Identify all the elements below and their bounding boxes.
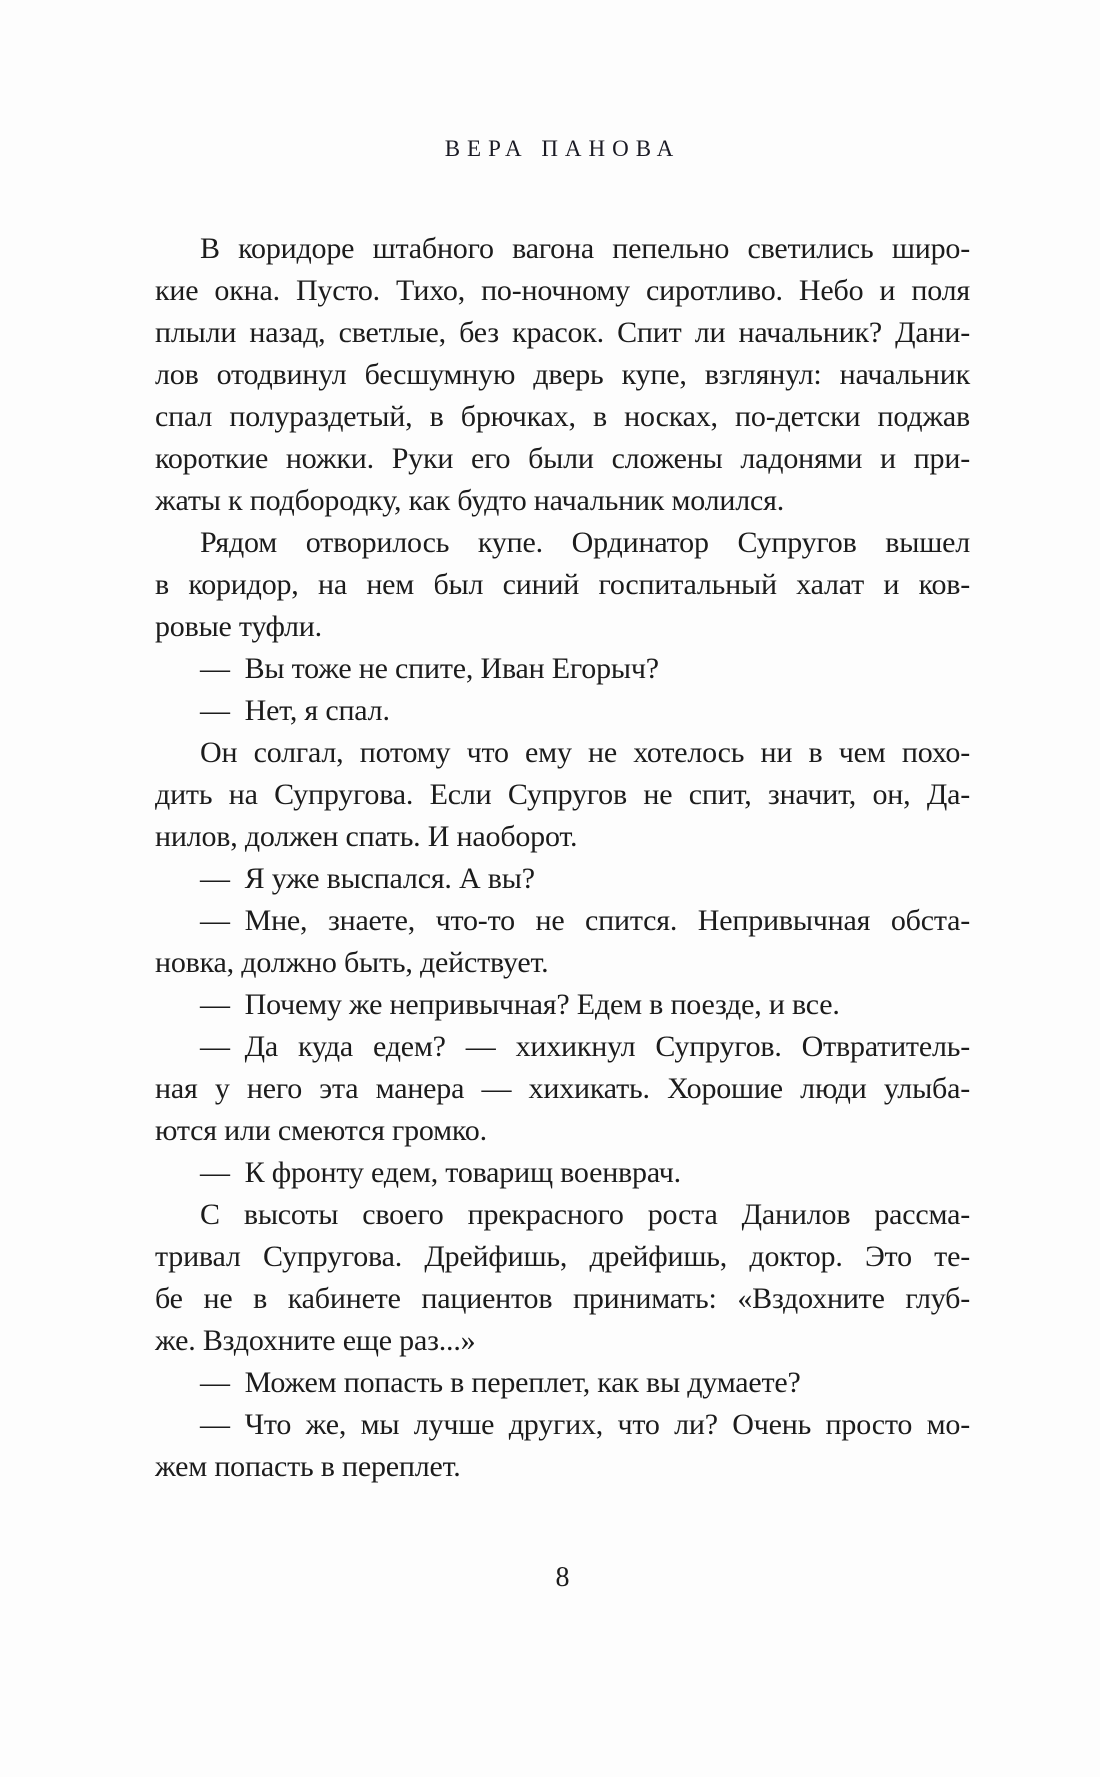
text-line: дить на Супругова. Если Супругов не спит, значит, он, Да- xyxy=(155,778,970,811)
text-line: жем попасть в переплет. xyxy=(155,1450,461,1483)
dialogue-paragraph xyxy=(155,858,970,900)
dialogue-paragraph xyxy=(155,648,970,690)
paragraph xyxy=(155,228,970,522)
text-line: — Нет, я спал. xyxy=(200,694,390,727)
text-line: плыли назад, светлые, без красок. Спит ли начальник? Дани- xyxy=(155,316,970,349)
text-line: Рядом отворилось купе. Ординатор Супругов вышел xyxy=(200,526,970,559)
text-line: — Почему же непривычная? Едем в поезде, и все. xyxy=(200,988,840,1021)
text-line: ная у него эта манера — хихикать. Хорошие люди улыба- xyxy=(155,1072,970,1105)
text-line: — Что же, мы лучше других, что ли? Очень просто мо- xyxy=(200,1408,970,1441)
text-line: тривал Супругова. Дрейфишь, дрейфишь, доктор. Это те- xyxy=(155,1240,970,1273)
text-line: Он солгал, потому что ему не хотелось ни в чем похо- xyxy=(200,736,970,769)
page-number: 8 xyxy=(555,1562,570,1593)
text-line: — Мне, знаете, что-то не спится. Непривычная обста- xyxy=(200,904,970,937)
text-line: нилов, должен спать. И наоборот. xyxy=(155,820,578,853)
text-line: бе не в кабинете пациентов принимать: «Вздохните глуб- xyxy=(155,1282,970,1315)
dialogue-paragraph xyxy=(155,1026,970,1152)
text-line: ровые туфли. xyxy=(155,610,322,643)
text-line: — К фронту едем, товарищ военврач. xyxy=(200,1156,681,1189)
text-line: жаты к подбородку, как будто начальник молился. xyxy=(155,484,785,517)
text-line: С высоты своего прекрасного роста Данилов рассма- xyxy=(200,1198,970,1231)
dialogue-paragraph xyxy=(155,900,970,984)
dialogue-paragraph xyxy=(155,1152,970,1194)
dialogue-paragraph xyxy=(155,1362,970,1404)
text-line: — Я уже выспался. А вы? xyxy=(200,862,535,895)
text-line: в коридор, на нем был синий госпитальный халат и ков- xyxy=(155,568,970,601)
paragraph xyxy=(155,522,970,648)
text-line: — Можем попасть в переплет, как вы думаете? xyxy=(200,1366,801,1399)
text-line: короткие ножки. Руки его были сложены ладонями и при- xyxy=(155,442,970,475)
dialogue-paragraph xyxy=(155,690,970,732)
page-body xyxy=(155,228,970,1488)
text-line: ются или смеются громко. xyxy=(155,1114,487,1147)
text-line: лов отодвинул бесшумную дверь купе, взглянул: начальник xyxy=(155,358,970,391)
text-line: В коридоре штабного вагона пепельно светились широ- xyxy=(200,232,970,265)
text-line: — Да куда едем? — хихикнул Супругов. Отвратитель- xyxy=(200,1030,970,1063)
paragraph xyxy=(155,732,970,858)
text-line: новка, должно быть, действует. xyxy=(155,946,549,979)
text-line: же. Вздохните еще раз...» xyxy=(155,1324,476,1357)
dialogue-paragraph xyxy=(155,1404,970,1488)
paragraph xyxy=(155,1194,970,1362)
text-line: — Вы тоже не спите, Иван Егорыч? xyxy=(200,652,659,685)
text-line: кие окна. Пусто. Тихо, по-ночному сиротливо. Небо и поля xyxy=(155,274,970,307)
text-line: спал полураздетый, в брючках, в носках, по-детски поджав xyxy=(155,400,970,433)
dialogue-paragraph xyxy=(155,984,970,1026)
running-header-author: ВЕРА ПАНОВА xyxy=(444,136,681,161)
